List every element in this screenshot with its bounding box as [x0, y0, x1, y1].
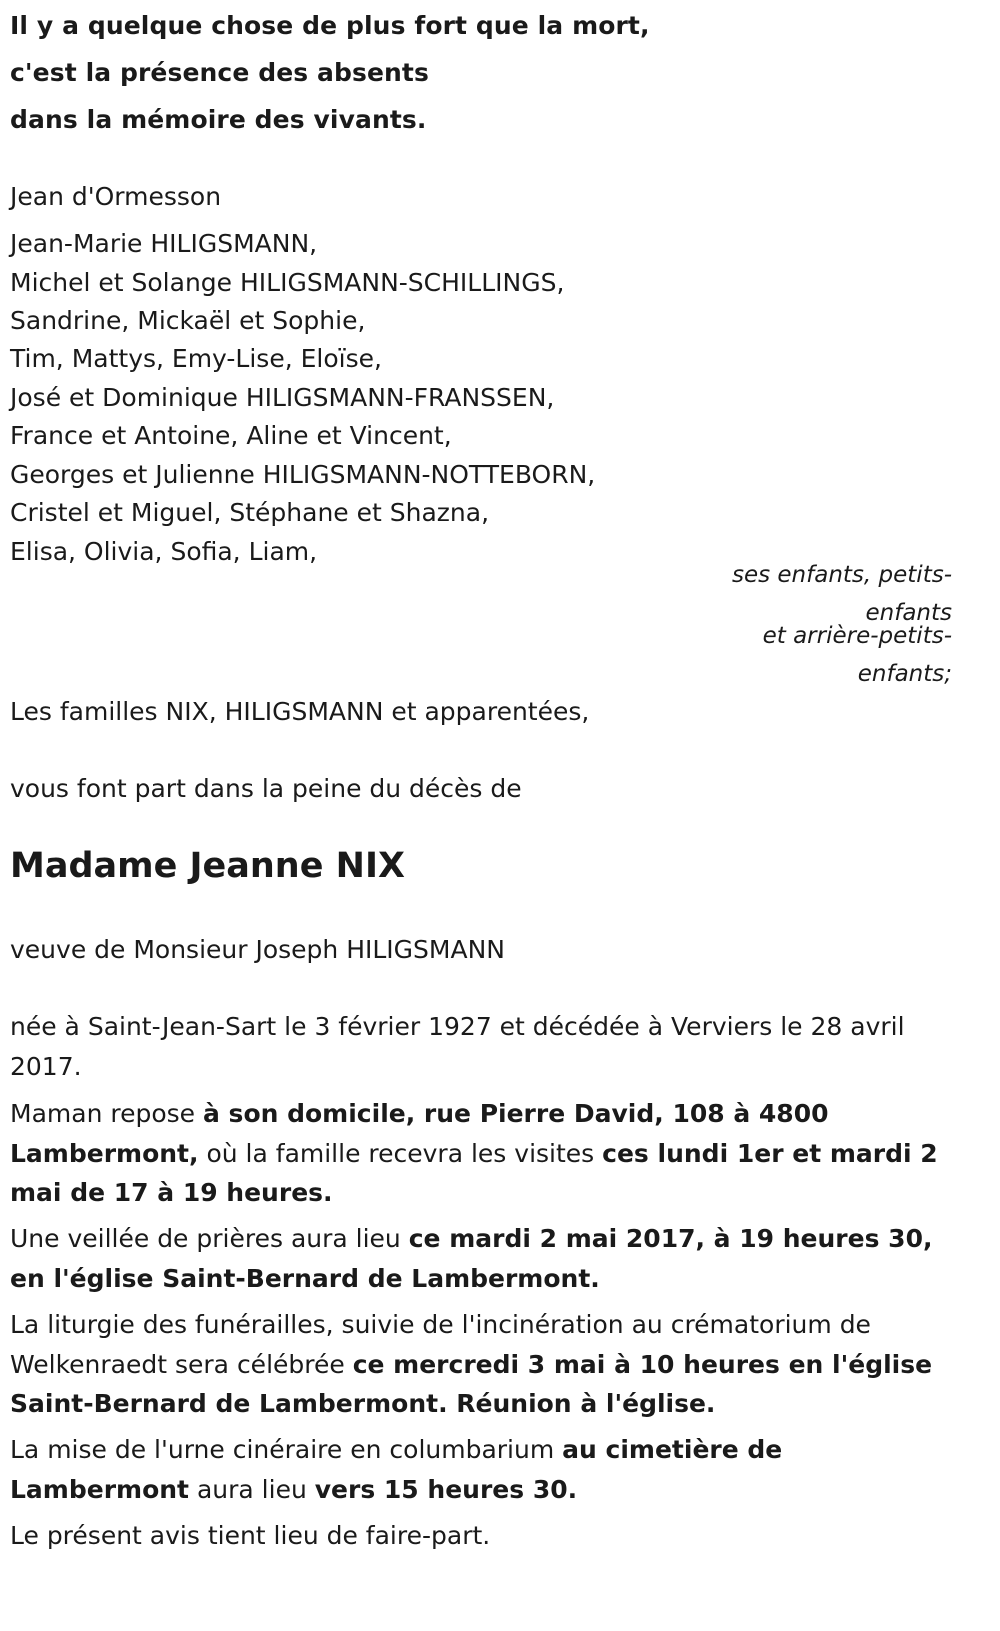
- quote-line-3: dans la mémoire des vivants.: [10, 105, 427, 134]
- repose-paragraph: [10, 1094, 955, 1213]
- family-role-line-1: ses enfants, petits-: [731, 562, 952, 588]
- quote-line-2: c'est la présence des absents: [10, 58, 429, 87]
- families-line: Les familles NIX, HILIGSMANN et apparentées,: [10, 697, 590, 726]
- family-line-8: Cristel et Miguel, Stéphane et Shazna,: [10, 498, 490, 527]
- deceased-name: Madame Jeanne NIX: [10, 846, 405, 886]
- family-line-2: Michel et Solange HILIGSMANN-SCHILLINGS,: [10, 268, 565, 297]
- urn-place: au cimetière de Lambermont: [10, 1435, 783, 1504]
- family-role-line-3: et arrière-petits-: [762, 623, 952, 649]
- vigil-datetime-place: ce mardi 2 mai 2017, à 19 heures 30, en l'église Saint-Bernard de Lambermont.: [10, 1224, 933, 1293]
- quote-author: Jean d'Ormesson: [10, 182, 222, 211]
- funeral-paragraph: [10, 1305, 955, 1424]
- notice-line: Le présent avis tient lieu de faire-part.: [10, 1521, 491, 1550]
- widow-of: veuve de Monsieur Joseph HILIGSMANN: [10, 935, 505, 964]
- urn-time: vers 15 heures 30.: [314, 1474, 578, 1504]
- family-line-7: Georges et Julienne HILIGSMANN-NOTTEBORN,: [10, 460, 596, 489]
- urn-paragraph: [10, 1430, 955, 1509]
- family-line-1: Jean-Marie HILIGSMANN,: [10, 229, 318, 258]
- family-line-3: Sandrine, Mickaël et Sophie,: [10, 306, 366, 335]
- family-line-9: Elisa, Olivia, Sofia, Liam,: [10, 537, 318, 566]
- family-line-6: France et Antoine, Aline et Vincent,: [10, 421, 452, 450]
- urn-text-1: La mise de l'urne cinéraire en columbarium: [10, 1435, 563, 1464]
- announcement: vous font part dans la peine du décès de: [10, 774, 522, 803]
- vigil-paragraph: [10, 1219, 955, 1298]
- funeral-datetime-place: ce mercredi 3 mai à 10 heures en l'église Saint-Bernard de Lambermont. Réunion à l'église.: [10, 1349, 933, 1418]
- urn-text-2: aura lieu: [189, 1474, 315, 1504]
- repose-visit-times: ces lundi 1er et mardi 2 mai de 17 à 19 heures.: [10, 1138, 938, 1207]
- repose-text-1: Maman repose: [10, 1099, 203, 1128]
- family-line-5: José et Dominique HILIGSMANN-FRANSSEN,: [10, 383, 555, 412]
- family-role-line-2: enfants: [865, 600, 952, 626]
- family-line-4: Tim, Mattys, Emy-Lise, Eloïse,: [10, 344, 382, 373]
- funeral-text: La liturgie des funérailles, suivie de l'incinération au crématorium de Welkenraedt sera célébrée: [10, 1310, 871, 1379]
- quote-line-1: Il y a quelque chose de plus fort que la mort,: [10, 11, 650, 40]
- vigil-text: Une veillée de prières aura lieu: [10, 1224, 409, 1253]
- repose-text-2: où la famille recevra les visites: [198, 1138, 603, 1168]
- family-role-line-4: enfants;: [857, 661, 952, 687]
- birth-death: née à Saint-Jean-Sart le 3 février 1927 et décédée à Verviers le 28 avril 2017.: [10, 1012, 905, 1081]
- repose-address: à son domicile, rue Pierre David, 108 à 4800 Lambermont,: [10, 1099, 829, 1168]
